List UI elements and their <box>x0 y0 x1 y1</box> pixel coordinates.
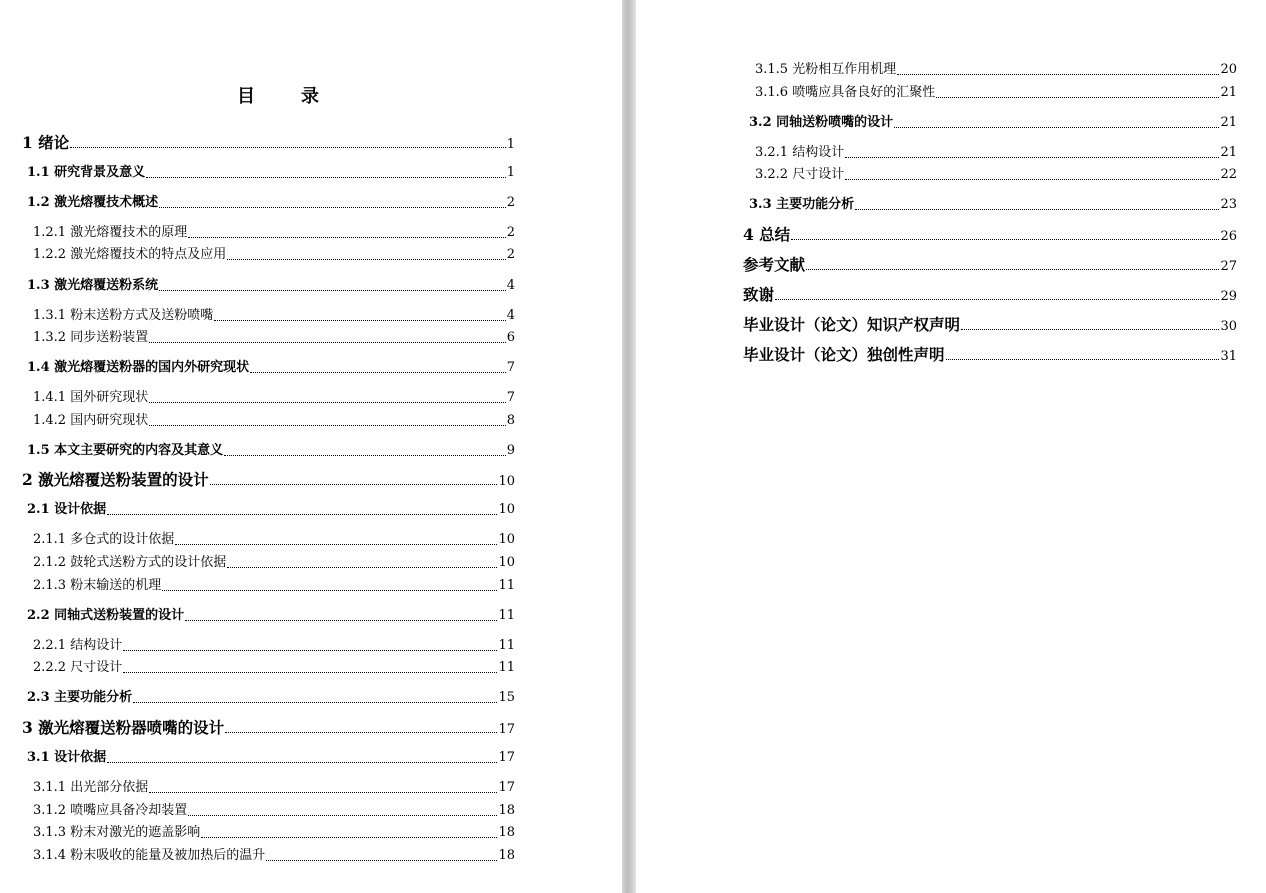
page-gutter <box>622 0 636 893</box>
toc-entry-text: 3.1.5 光粉相互作用机理 <box>755 62 897 77</box>
toc-entry[interactable] <box>33 778 515 798</box>
toc-entry-page: 10 <box>498 555 515 570</box>
toc-entry-text: 1.1 研究背景及意义 <box>27 165 146 180</box>
toc-entry-page: 22 <box>1220 167 1237 182</box>
toc-entry-text: 参考文献 <box>743 255 806 274</box>
toc-entry[interactable] <box>27 606 515 626</box>
toc-entry-page: 11 <box>498 608 515 623</box>
toc-entry[interactable] <box>743 345 1237 365</box>
toc-entry[interactable] <box>749 113 1237 133</box>
toc-entry-text: 1 绪论 <box>22 133 70 152</box>
toc-leader <box>146 176 506 178</box>
toc-entry-page: 18 <box>498 848 515 863</box>
toc-leader <box>897 73 1219 75</box>
toc-entry-page: 15 <box>498 690 515 705</box>
toc-entry[interactable] <box>22 133 515 153</box>
toc-entry-page: 4 <box>506 278 515 293</box>
toc-entry-page: 29 <box>1220 289 1237 304</box>
toc-entry[interactable] <box>33 823 515 843</box>
toc-entry[interactable] <box>33 658 515 678</box>
toc-entry-text: 3.2 同轴送粉喷嘴的设计 <box>749 115 894 130</box>
toc-entry-text: 3.2.1 结构设计 <box>755 145 845 160</box>
toc-entry-text: 毕业设计（论文）知识产权声明 <box>743 315 961 334</box>
toc-entry-text: 3.1 设计依据 <box>27 750 107 765</box>
toc-leader <box>946 358 1220 360</box>
toc-leader <box>159 289 506 291</box>
toc-entry[interactable] <box>33 530 515 550</box>
toc-entry-text: 3.1.3 粉末对激光的遮盖影响 <box>33 825 201 840</box>
toc-entry-page: 1 <box>506 137 515 152</box>
toc-entry-text: 2.1.3 粉末输送的机理 <box>33 578 162 593</box>
toc-entry-page: 21 <box>1220 85 1237 100</box>
toc-entry[interactable] <box>33 576 515 596</box>
toc-entry[interactable] <box>743 225 1237 245</box>
toc-entry-text: 2.2.2 尺寸设计 <box>33 660 123 675</box>
toc-leader <box>188 814 497 816</box>
toc-entry[interactable] <box>33 636 515 656</box>
toc-leader <box>227 258 506 260</box>
toc-entry[interactable] <box>27 163 515 183</box>
toc-entry-text: 2 激光熔覆送粉装置的设计 <box>22 470 209 489</box>
toc-entry-text: 3.1.4 粉末吸收的能量及被加热后的温升 <box>33 848 266 863</box>
toc-entry[interactable] <box>22 470 515 490</box>
toc-entry-text: 1.4.1 国外研究现状 <box>33 390 149 405</box>
toc-leader <box>107 761 497 763</box>
toc-leader <box>855 208 1219 210</box>
toc-entry-page: 1 <box>506 165 515 180</box>
toc-leader <box>845 178 1219 180</box>
toc-entry[interactable] <box>743 285 1237 305</box>
toc-entry[interactable] <box>33 245 515 265</box>
toc-entry[interactable] <box>27 500 515 520</box>
toc-entry-text: 2.2.1 结构设计 <box>33 638 123 653</box>
toc-entry-page: 11 <box>498 578 515 593</box>
toc-entry-text: 2.1.1 多仓式的设计依据 <box>33 532 175 547</box>
toc-entry[interactable] <box>33 388 515 408</box>
toc-entry[interactable] <box>33 328 515 348</box>
toc-leader <box>185 619 497 621</box>
toc-entry-page: 21 <box>1220 145 1237 160</box>
toc-entry-page: 17 <box>498 750 515 765</box>
toc-entry[interactable] <box>33 553 515 573</box>
toc-entry[interactable] <box>755 60 1237 80</box>
toc-entry-page: 2 <box>506 247 515 262</box>
toc-entry-text: 3 激光熔覆送粉器喷嘴的设计 <box>22 718 225 737</box>
toc-entry[interactable] <box>27 748 515 768</box>
toc-entry-page: 21 <box>1220 115 1237 130</box>
toc-entry-page: 2 <box>506 225 515 240</box>
toc-entry-text: 1.2 激光熔覆技术概述 <box>27 195 159 210</box>
toc-entry-text: 致谢 <box>743 285 775 304</box>
toc-entry-page: 7 <box>506 360 515 375</box>
toc-entry[interactable] <box>27 276 515 296</box>
toc-entry-text: 1.3.2 同步送粉装置 <box>33 330 149 345</box>
toc-leader <box>210 483 498 485</box>
toc-entry-page: 10 <box>498 532 515 547</box>
toc-entry[interactable] <box>27 358 515 378</box>
toc-leader <box>123 649 497 651</box>
toc-entry-page: 20 <box>1220 62 1237 77</box>
toc-entry[interactable] <box>33 411 515 431</box>
toc-leader <box>175 543 497 545</box>
toc-entry[interactable] <box>33 846 515 866</box>
toc-entry-text: 3.1.6 喷嘴应具备良好的汇聚性 <box>755 85 936 100</box>
toc-leader <box>162 589 497 591</box>
toc-leader <box>227 566 497 568</box>
toc-entry-text: 2.3 主要功能分析 <box>27 690 133 705</box>
toc-entry-text: 4 总结 <box>743 225 791 244</box>
toc-entry-page: 6 <box>506 330 515 345</box>
toc-leader <box>70 146 506 148</box>
toc-entry-page: 10 <box>498 474 515 489</box>
toc-leader <box>936 96 1219 98</box>
toc-leader <box>266 859 497 861</box>
toc-leader <box>961 328 1219 330</box>
toc-leader <box>894 126 1219 128</box>
toc-leader <box>188 236 506 238</box>
toc-entry[interactable] <box>33 223 515 243</box>
toc-entry-page: 9 <box>506 443 515 458</box>
toc-entry-page: 18 <box>498 803 515 818</box>
toc-title: 目 录 <box>237 86 333 107</box>
toc-entry-text: 3.3 主要功能分析 <box>749 197 855 212</box>
toc-entry-page: 27 <box>1220 259 1237 274</box>
toc-leader <box>149 424 506 426</box>
toc-entry-page: 17 <box>498 722 515 737</box>
toc-leader <box>123 671 497 673</box>
toc-leader <box>775 298 1219 300</box>
toc-entry-page: 10 <box>498 502 515 517</box>
toc-entry[interactable] <box>755 143 1237 163</box>
toc-entry-page: 17 <box>498 780 515 795</box>
toc-leader <box>791 238 1219 240</box>
toc-page-left <box>0 0 622 893</box>
toc-entry-text: 1.2.2 激光熔覆技术的特点及应用 <box>33 247 227 262</box>
toc-entry[interactable] <box>743 315 1237 335</box>
toc-entry-text: 1.4.2 国内研究现状 <box>33 413 149 428</box>
toc-entry-text: 1.4 激光熔覆送粉器的国内外研究现状 <box>27 360 250 375</box>
toc-entry-page: 11 <box>498 638 515 653</box>
toc-entry-page: 2 <box>506 195 515 210</box>
toc-leader <box>133 701 497 703</box>
toc-entry-text: 2.1 设计依据 <box>27 502 107 517</box>
toc-entry-text: 3.1.1 出光部分依据 <box>33 780 149 795</box>
toc-entry-page: 4 <box>506 308 515 323</box>
toc-entry[interactable] <box>755 165 1237 185</box>
toc-leader <box>149 791 497 793</box>
toc-entry[interactable] <box>749 195 1237 215</box>
toc-leader <box>806 268 1219 270</box>
toc-entry-page: 7 <box>506 390 515 405</box>
toc-entry-page: 11 <box>498 660 515 675</box>
toc-leader <box>225 731 497 733</box>
toc-leader <box>107 513 497 515</box>
toc-entry-text: 毕业设计（论文）独创性声明 <box>743 345 945 364</box>
toc-leader <box>845 156 1219 158</box>
toc-leader <box>149 341 506 343</box>
toc-entry[interactable] <box>22 718 515 738</box>
toc-entry-page: 26 <box>1220 229 1237 244</box>
toc-entry[interactable] <box>27 441 515 461</box>
toc-entry-text: 1.3 激光熔覆送粉系统 <box>27 278 159 293</box>
toc-entry[interactable] <box>33 306 515 326</box>
toc-entry-page: 23 <box>1220 197 1237 212</box>
toc-entry-page: 31 <box>1220 349 1237 364</box>
toc-leader <box>214 319 506 321</box>
toc-entry-page: 18 <box>498 825 515 840</box>
toc-entry[interactable] <box>33 801 515 821</box>
toc-entry-page: 30 <box>1220 319 1237 334</box>
toc-entry[interactable] <box>743 255 1237 275</box>
toc-entry-text: 3.1.2 喷嘴应具备冷却装置 <box>33 803 188 818</box>
toc-entry-text: 3.2.2 尺寸设计 <box>755 167 845 182</box>
toc-leader <box>224 454 506 456</box>
toc-entry-text: 1.5 本文主要研究的内容及其意义 <box>27 443 224 458</box>
toc-entry[interactable] <box>755 83 1237 103</box>
toc-entry[interactable] <box>27 688 515 708</box>
toc-leader <box>201 836 497 838</box>
toc-entry-text: 1.3.1 粉末送粉方式及送粉喷嘴 <box>33 308 214 323</box>
toc-leader <box>250 371 506 373</box>
toc-entry-text: 2.1.2 鼓轮式送粉方式的设计依据 <box>33 555 227 570</box>
toc-entry[interactable] <box>27 193 515 213</box>
toc-leader <box>159 206 506 208</box>
toc-leader <box>149 401 506 403</box>
toc-page-right <box>636 0 1266 893</box>
toc-entry-text: 2.2 同轴式送粉装置的设计 <box>27 608 185 623</box>
toc-entry-page: 8 <box>506 413 515 428</box>
toc-entry-text: 1.2.1 激光熔覆技术的原理 <box>33 225 188 240</box>
